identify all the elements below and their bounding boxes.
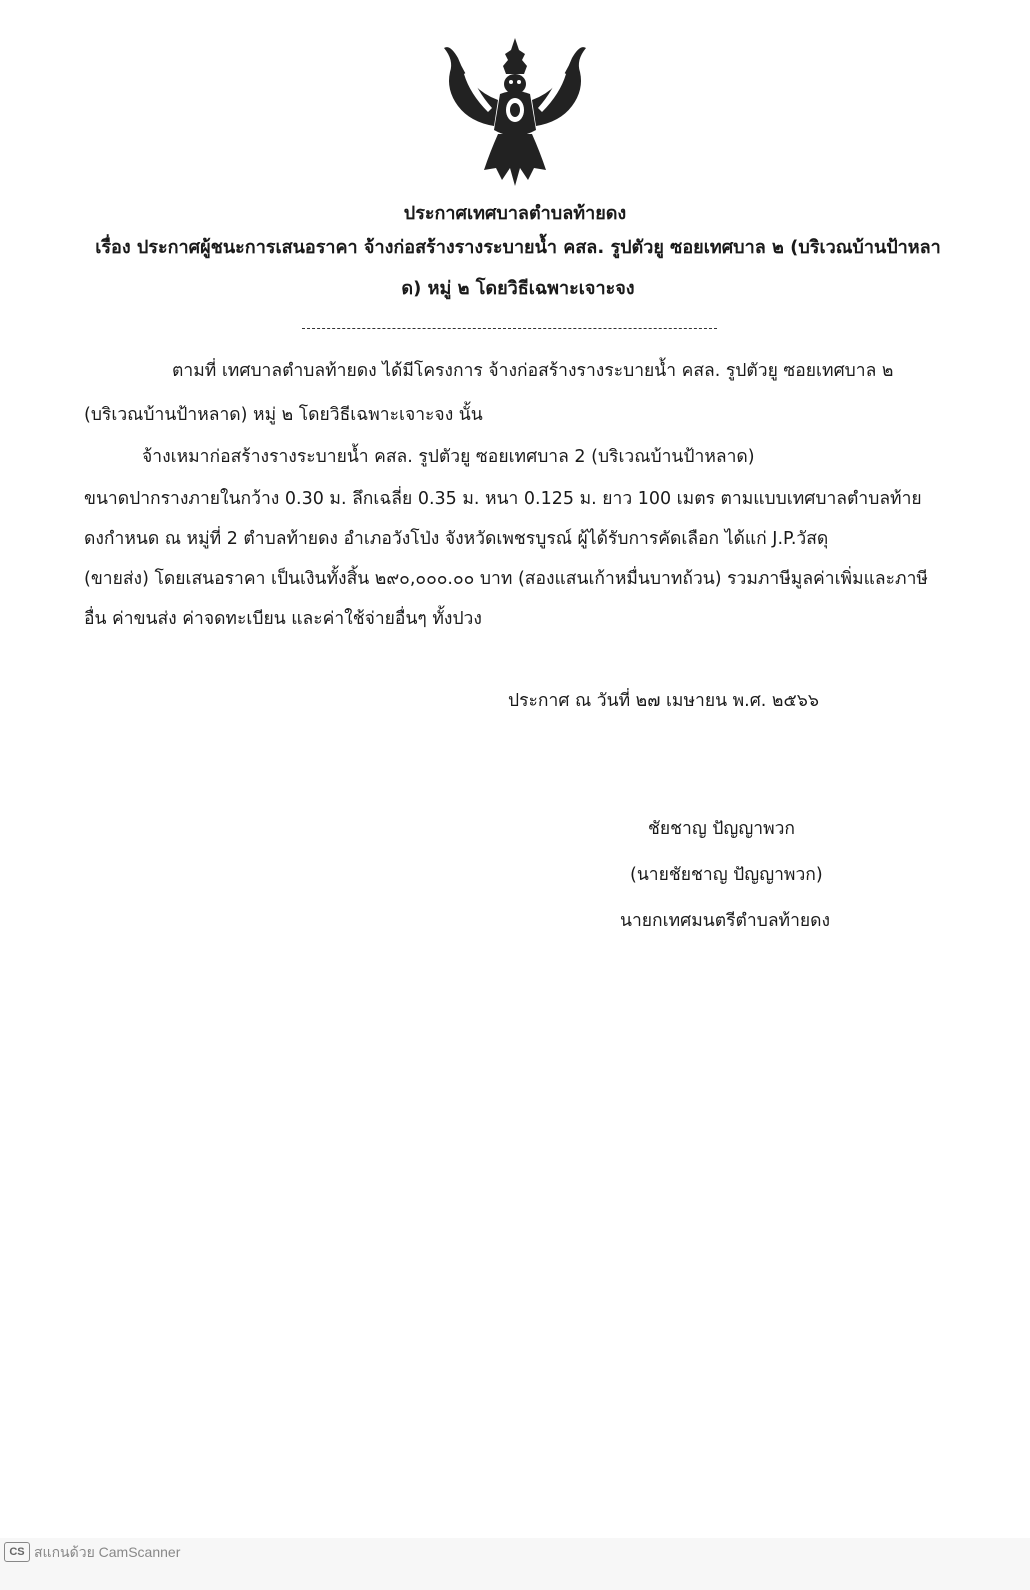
paragraph-2-line-5: อื่น ค่าขนส่ง ค่าจดทะเบียน และค่าใช้จ่ายอื่นๆ ทั้งปวง: [84, 609, 482, 629]
garuda-emblem-icon: [440, 30, 590, 195]
document-title: ประกาศเทศบาลตำบลท้ายดง: [403, 203, 627, 224]
scanner-watermark-text: สแกนด้วย CamScanner: [34, 1544, 181, 1560]
dashed-divider: [302, 328, 717, 329]
signature: ชัยชาญ ปัญญาพวก: [648, 819, 796, 839]
signer-printed-name: (นายชัยชาญ ปัญญาพวก): [630, 865, 823, 885]
paragraph-2-line-2: ขนาดปากรางภายในกว้าง 0.30 ม. ลึกเฉลี่ย 0.35 ม. หนา 0.125 ม. ยาว 100 เมตร ตามแบบเทศบาลตำบลท้าย: [84, 489, 922, 509]
subject-line-1: เรื่อง ประกาศผู้ชนะการเสนอราคา จ้างก่อสร้างรางระบายน้ำ คสล. รูปตัวยู ซอยเทศบาล ๒ (บริเวณบ้านป้าหลา: [95, 237, 941, 258]
announce-date: ประกาศ ณ วันที่ ๒๗ เมษายน พ.ศ. ๒๕๖๖: [508, 691, 819, 711]
signer-position: นายกเทศมนตรีตำบลท้ายดง: [620, 911, 831, 931]
paragraph-1-line-1: ตามที่ เทศบาลตำบลท้ายดง ได้มีโครงการ จ้างก่อสร้างรางระบายน้ำ คสล. รูปตัวยู ซอยเทศบาล ๒: [172, 361, 894, 381]
paragraph-2-line-4: (ขายส่ง) โดยเสนอราคา เป็นเงินทั้งสิ้น ๒๙๐,๐๐๐.๐๐ บาท (สองแสนเก้าหมื่นบาทถ้วน) รวมภาษีมูลค่าเพิ่มและภาษี: [84, 569, 928, 589]
paragraph-1-line-2: (บริเวณบ้านป้าหลาด) หมู่ ๒ โดยวิธีเฉพาะเจาะจง นั้น: [84, 405, 483, 425]
camscanner-logo-icon: CS: [4, 1542, 30, 1562]
subject-line-2: ด) หมู่ ๒ โดยวิธีเฉพาะเจาะจง: [401, 278, 635, 299]
paragraph-2-line-3: ดงกำหนด ณ หมู่ที่ 2 ตำบลท้ายดง อำเภอวังโป่ง จังหวัดเพชรบูรณ์ ผู้ได้รับการคัดเลือก ได้แก่ J.P.วัสดุ: [84, 529, 829, 549]
paragraph-2-line-1: จ้างเหมาก่อสร้างรางระบายน้ำ คสล. รูปตัวยู ซอยเทศบาล 2 (บริเวณบ้านป้าหลาด): [142, 447, 755, 467]
